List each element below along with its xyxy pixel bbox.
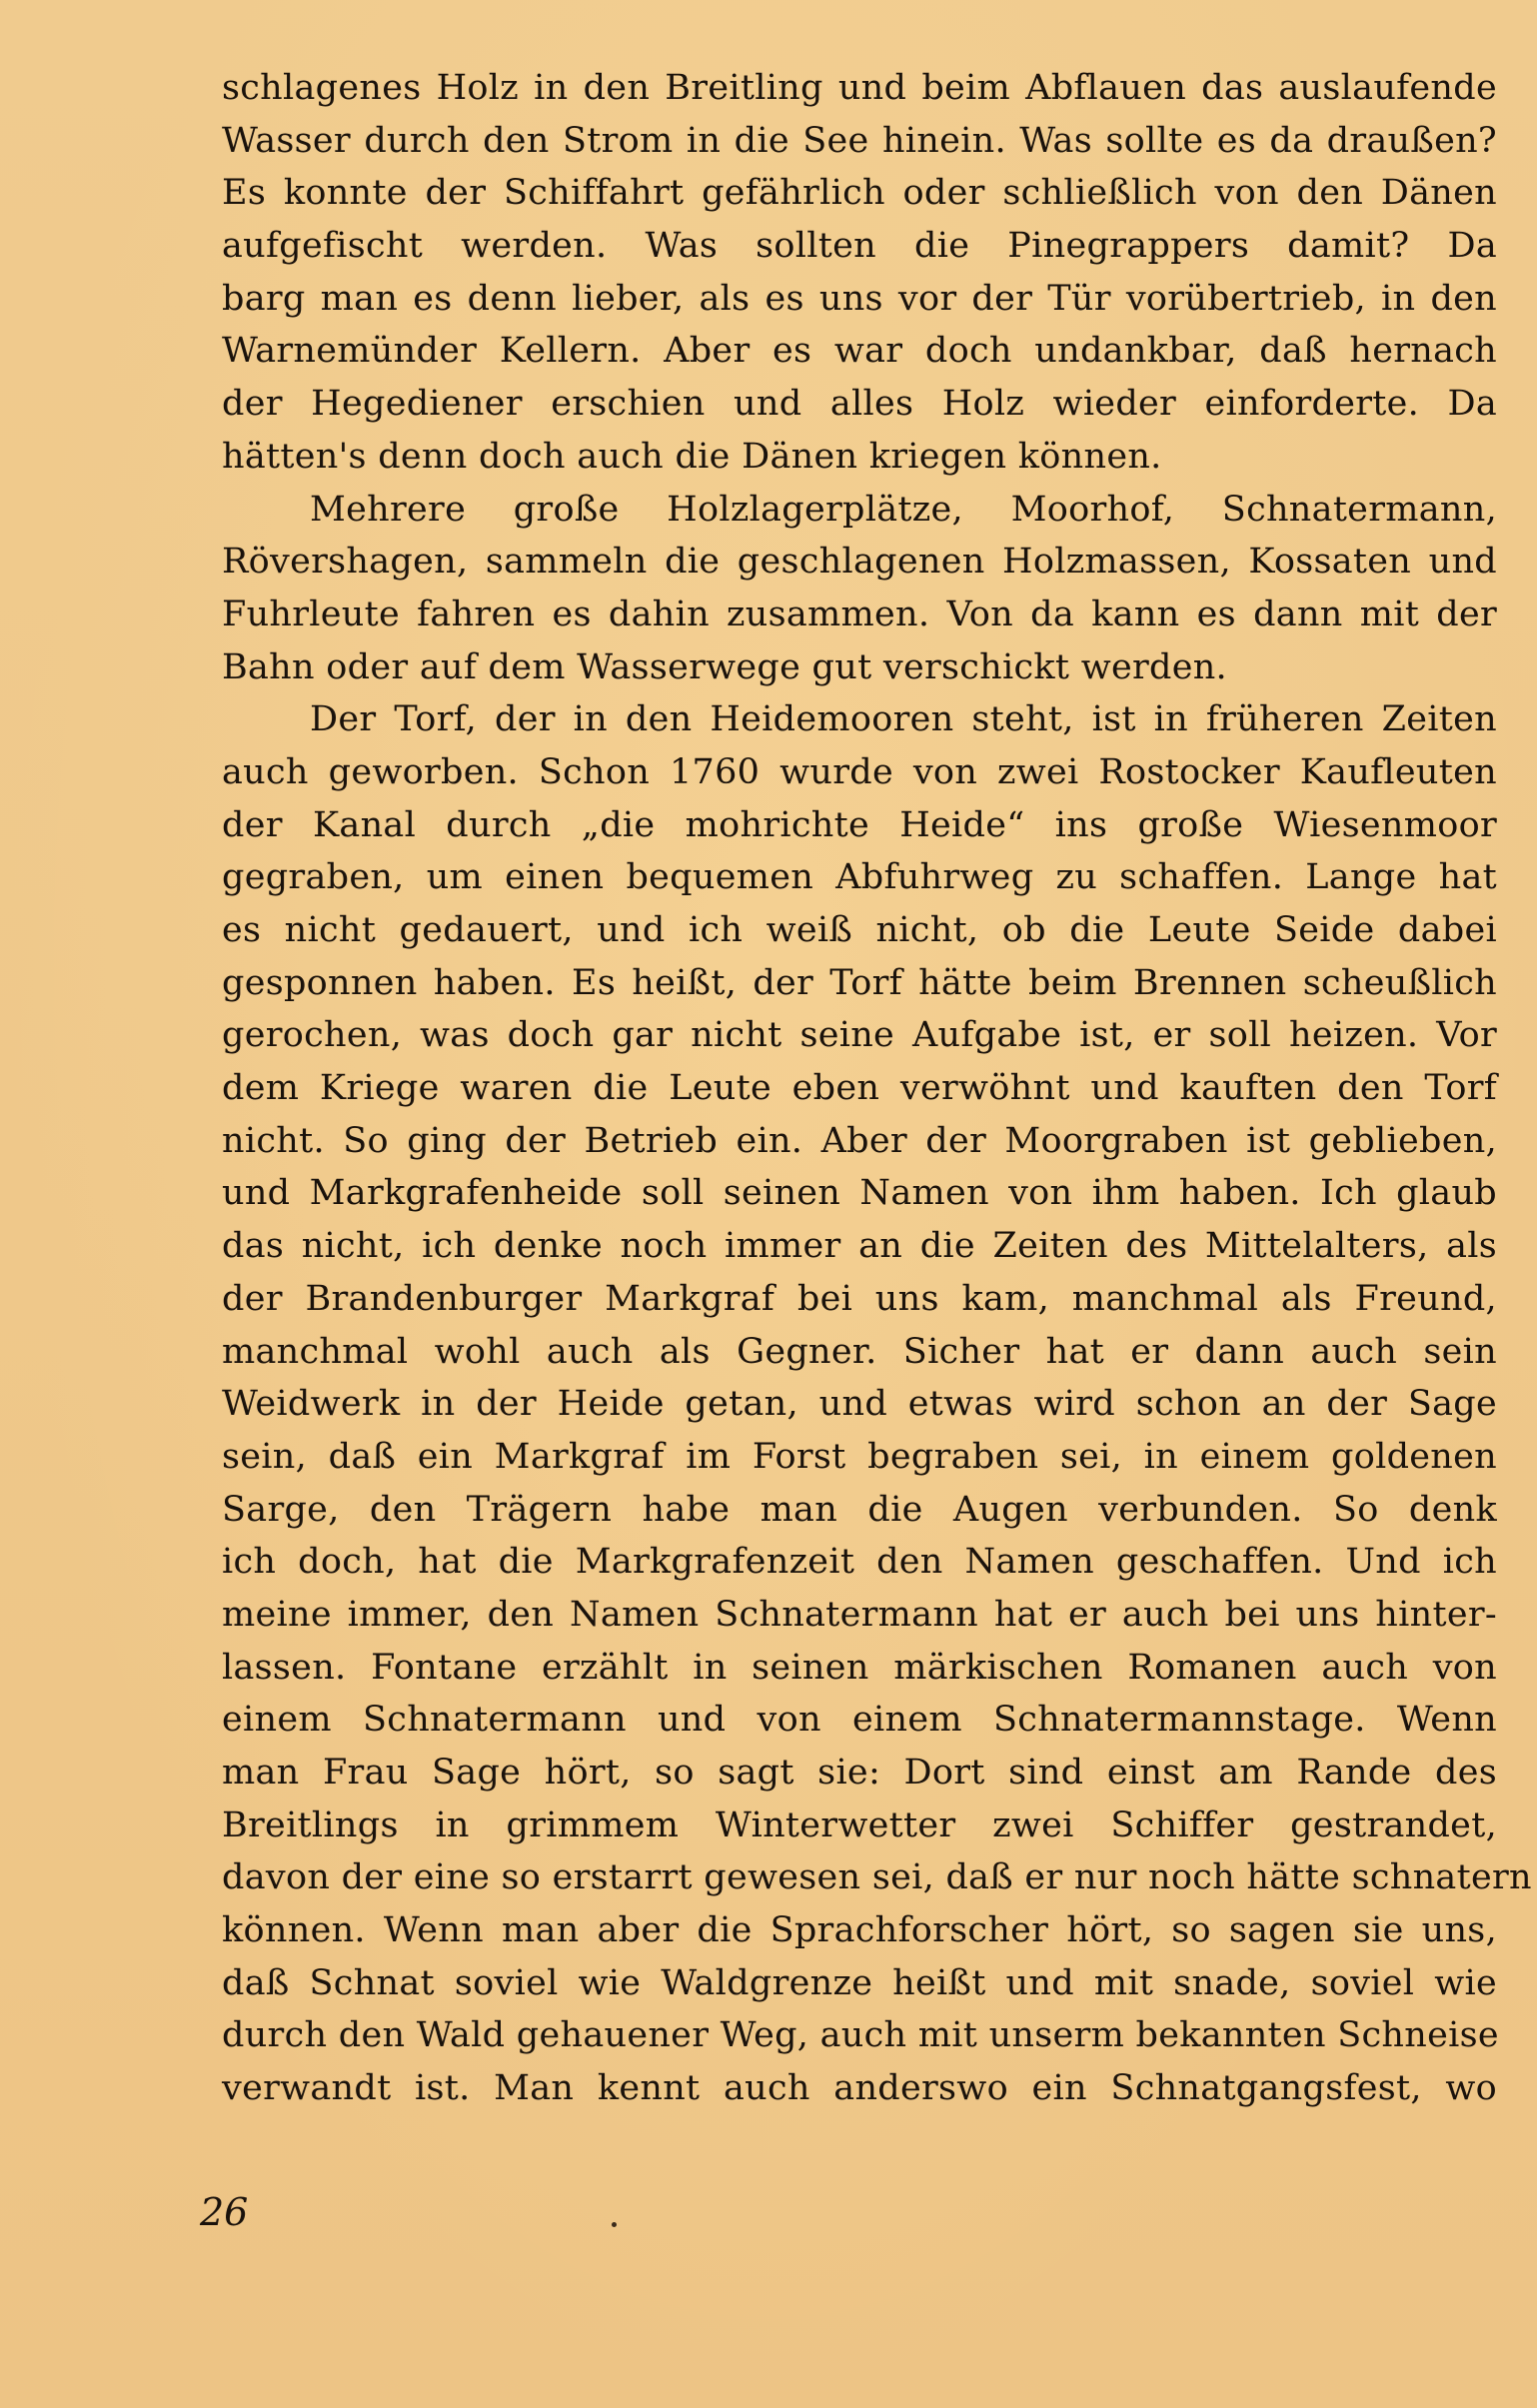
text-line: davon der eine so erstarrt gewesen sei, daß er nur noch hätte schnatern bbox=[222, 1857, 1532, 1898]
text-line: meine immer, den Namen Schnatermann hat er auch bei uns hinter- bbox=[222, 1594, 1497, 1635]
text-line: verwandt ist. Man kennt auch anderswo ein Schnatgangsfest, wo bbox=[222, 2068, 1497, 2109]
text-line: ich doch, hat die Markgrafenzeit den Namen geschaffen. Und ich bbox=[222, 1542, 1497, 1583]
text-line: manchmal wohl auch als Gegner. Sicher hat er dann auch sein bbox=[222, 1331, 1497, 1372]
text-line: gesponnen haben. Es heißt, der Torf hätte beim Brennen scheußlich bbox=[222, 962, 1497, 1003]
text-line: Rövershagen, sammeln die geschlagenen Holzmassen, Kossaten und bbox=[222, 542, 1497, 583]
text-line: Der Torf, der in den Heidemooren steht, ist in früheren Zeiten bbox=[310, 699, 1497, 740]
text-line: gerochen, was doch gar nicht seine Aufgabe ist, er soll heizen. Vor bbox=[222, 1015, 1497, 1056]
text-line: Wasser durch den Strom in die See hinein. Was sollte es da draußen? bbox=[222, 120, 1497, 161]
text-line: schlagenes Holz in den Breitling und beim Abflauen das auslaufende bbox=[222, 68, 1497, 108]
text-line: daß Schnat soviel wie Waldgrenze heißt und mit snade, soviel wie bbox=[222, 1962, 1497, 2003]
text-line: Breitlings in grimmem Winterwetter zwei Schiffer gestrandet, bbox=[222, 1805, 1497, 1845]
text-line: der Hegediener erschien und alles Holz wieder einforderte. Da bbox=[222, 384, 1497, 425]
text-line: Weidwerk in der Heide getan, und etwas wird schon an der Sage bbox=[222, 1384, 1497, 1425]
body-text bbox=[222, 62, 1532, 2115]
text-line: man Frau Sage hört, so sagt sie: Dort sind einst am Rande des bbox=[222, 1753, 1497, 1793]
text-line: Mehrere große Holzlagerplätze, Moorhof, Schnatermann, bbox=[310, 489, 1497, 530]
text-line: Es konnte der Schiffahrt gefährlich oder schließlich von den Dänen bbox=[222, 173, 1497, 214]
text-line: sein, daß ein Markgraf im Forst begraben sei, in einem goldenen bbox=[222, 1436, 1497, 1477]
text-line: es nicht gedauert, und ich weiß nicht, ob die Leute Seide dabei bbox=[222, 910, 1497, 950]
text-line: lassen. Fontane erzählt in seinen märkischen Romanen auch von bbox=[222, 1647, 1497, 1688]
text-line: barg man es denn lieber, als es uns vor der Tür vorübertrieb, in den bbox=[222, 278, 1497, 319]
text-line: Fuhrleute fahren es dahin zusammen. Von da kann es dann mit der bbox=[222, 594, 1497, 634]
text-line: nicht. So ging der Betrieb ein. Aber der Moorgraben ist geblieben, bbox=[222, 1120, 1497, 1161]
text-line: aufgefischt werden. Was sollten die Pinegrappers damit? Da bbox=[222, 226, 1497, 267]
text-line: Warnemünder Kellern. Aber es war doch undankbar, daß hernach bbox=[222, 331, 1497, 372]
text-line: hätten's denn doch auch die Dänen kriegen können. bbox=[222, 436, 1162, 477]
text-line: gegraben, um einen bequemen Abfuhrweg zu schaffen. Lange hat bbox=[222, 857, 1497, 898]
text-line: Bahn oder auf dem Wasserwege gut verschickt werden. bbox=[222, 646, 1227, 687]
text-line: und Markgrafenheide soll seinen Namen von ihm haben. Ich glaub bbox=[222, 1173, 1497, 1214]
text-line: durch den Wald gehauener Weg, auch mit unserm bekannten Schneise bbox=[222, 2015, 1499, 2056]
print-speck bbox=[612, 2222, 617, 2227]
page-number: 26 bbox=[200, 2190, 249, 2234]
text-line: auch geworben. Schon 1760 wurde von zwei Rostocker Kaufleuten bbox=[222, 751, 1497, 792]
text-line: das nicht, ich denke noch immer an die Zeiten des Mittelalters, als bbox=[222, 1226, 1497, 1267]
text-line: einem Schnatermann und von einem Schnatermannstage. Wenn bbox=[222, 1700, 1497, 1741]
text-line: dem Kriege waren die Leute eben verwöhnt und kauften den Torf bbox=[222, 1068, 1497, 1109]
text-line: können. Wenn man aber die Sprachforscher hört, so sagen sie uns, bbox=[222, 1910, 1497, 1951]
text-line: der Brandenburger Markgraf bei uns kam, manchmal als Freund, bbox=[222, 1278, 1497, 1319]
text-line: Sarge, den Trägern habe man die Augen verbunden. So denk bbox=[222, 1489, 1497, 1530]
text-line: der Kanal durch „die mohrichte Heide“ ins große Wiesenmoor bbox=[222, 804, 1497, 845]
